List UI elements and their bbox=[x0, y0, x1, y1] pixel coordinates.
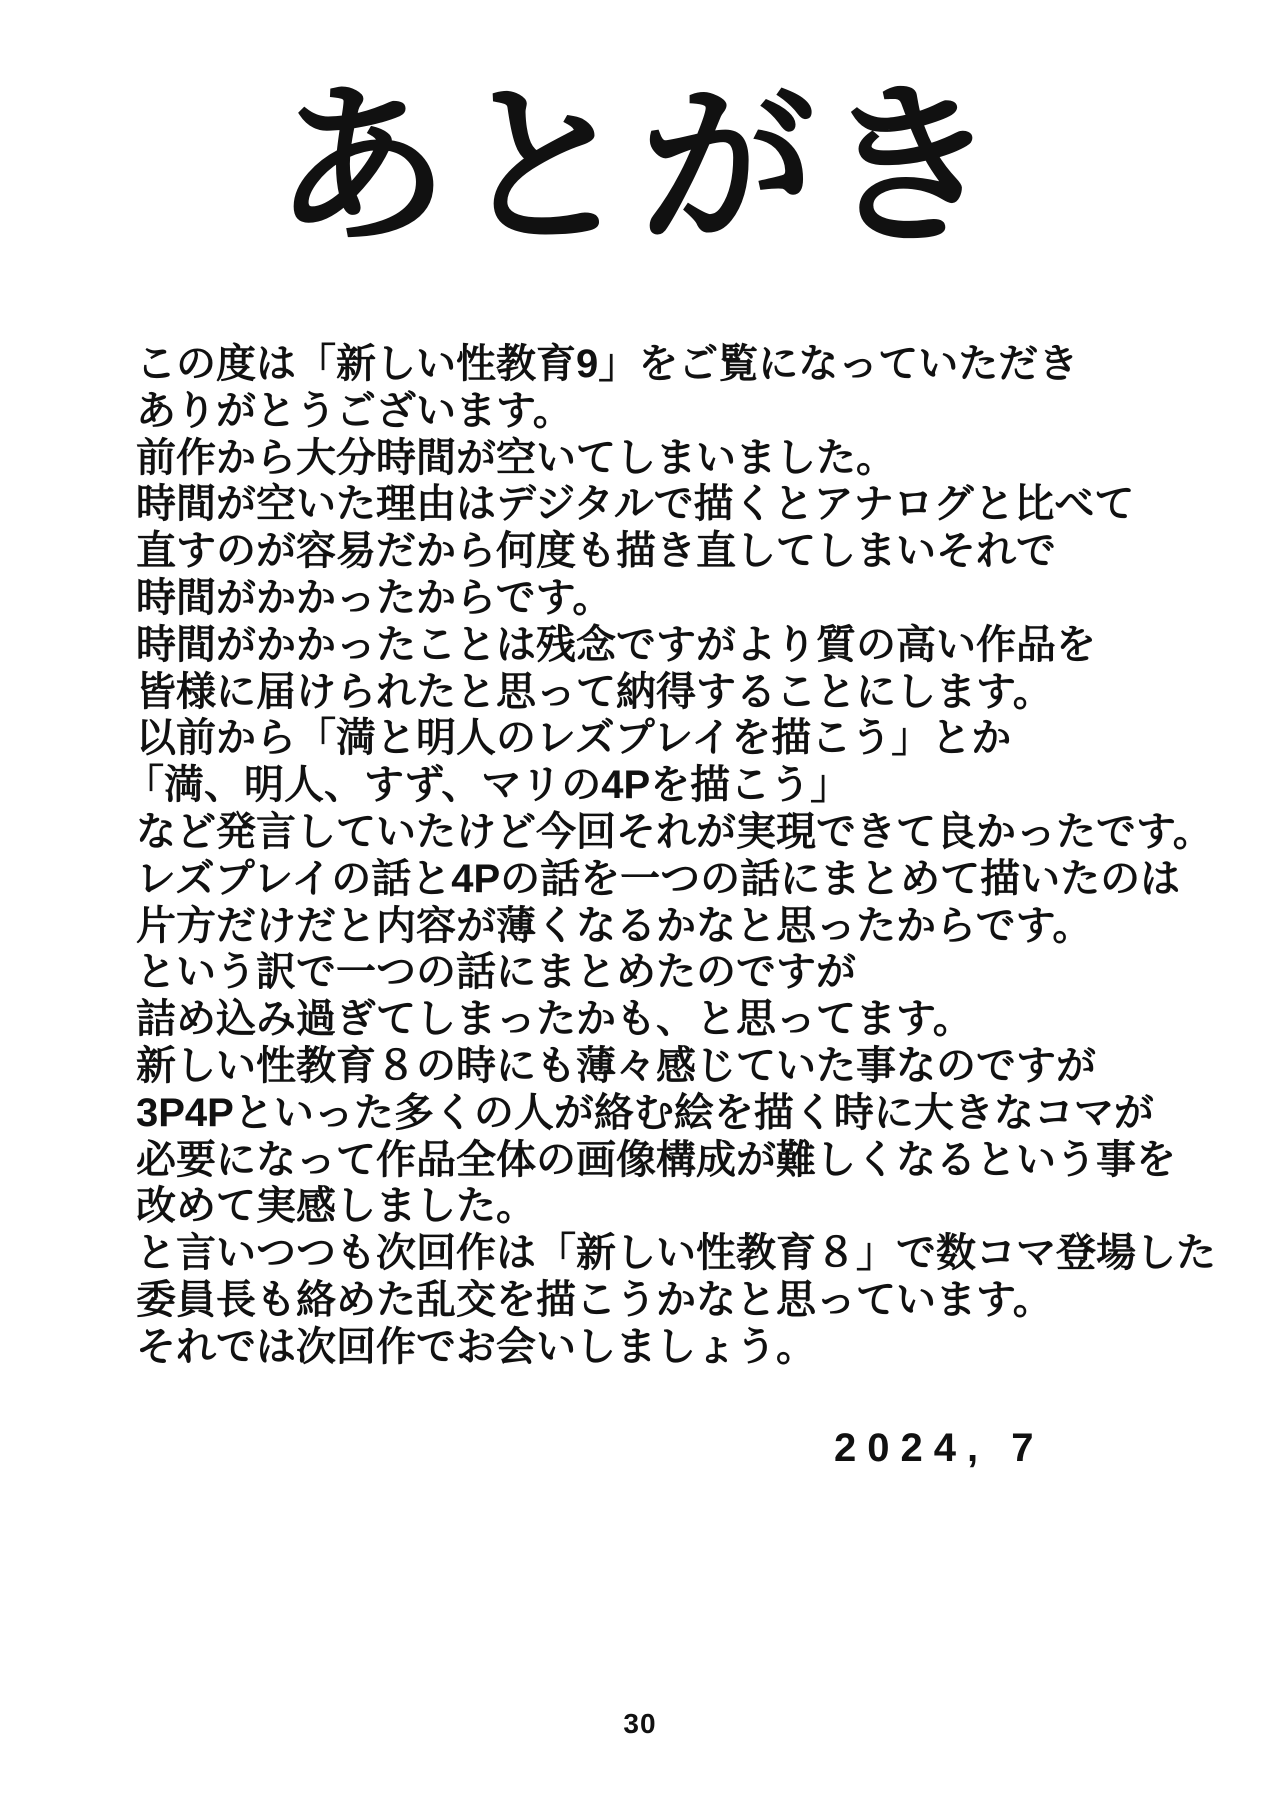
body-text-line: という訳で一つの話にまとめたのですが bbox=[136, 950, 856, 995]
body-text-line: 以前から「満と明人のレズプレイを描こう」とか bbox=[136, 716, 1012, 761]
body-text-line: 直すのが容易だから何度も描き直してしまいそれで bbox=[136, 529, 1056, 574]
body-text-line: 時間が空いた理由はデジタルで描くとアナログと比べて bbox=[136, 482, 1135, 527]
body-text-line: 時間がかかったことは残念ですがより質の高い作品を bbox=[136, 622, 1096, 667]
body-text-line: 必要になって作品全体の画像構成が難しくなるという事を bbox=[136, 1137, 1176, 1182]
body-text-line: 3P4Pといった多くの人が絡む絵を描く時に大きなコマが bbox=[136, 1090, 1154, 1135]
body-text-line: 詰め込み過ぎてしまったかも、と思ってます。 bbox=[136, 997, 973, 1042]
body-text-line: ありがとうございます。 bbox=[136, 388, 573, 433]
body-text-line: 片方だけだと内容が薄くなるかなと思ったからです。 bbox=[136, 903, 1093, 948]
body-text-line: 新しい性教育８の時にも薄々感じていた事なのですが bbox=[136, 1043, 1096, 1088]
body-text-line: レズプレイの話と4Pの話を一つの話にまとめて描いたのは bbox=[136, 856, 1181, 901]
body-text-line: 委員長も絡めた乱交を描こうかなと思っています。 bbox=[136, 1277, 1053, 1322]
body-text-line: 「満、明人、すず、マリの4Pを描こう」 bbox=[124, 763, 851, 808]
body-text-line: 前作から大分時間が空いてしまいました。 bbox=[136, 435, 896, 480]
body-text-line: 改めて実感しました。 bbox=[136, 1184, 536, 1229]
body-text-line: など発言していたけど今回それが実現できて良かったです。 bbox=[136, 809, 1213, 854]
page-number: 30 bbox=[623, 1708, 657, 1739]
body-text-line: と言いつつも次回作は「新しい性教育８」で数コマ登場した bbox=[136, 1231, 1216, 1276]
body-text-line: それでは次回作でお会いしましょう。 bbox=[136, 1324, 816, 1369]
page-title: あとがき bbox=[274, 71, 1006, 265]
body-text-line: この度は「新しい性教育9」をご覧になっていただき bbox=[136, 342, 1079, 386]
body-text-line: 時間がかかったからです。 bbox=[136, 575, 613, 620]
body-text-line: 皆様に届けられたと思って納得することにします。 bbox=[136, 669, 1053, 714]
date-text: 2024, 7 bbox=[834, 1426, 1045, 1470]
afterword-body bbox=[124, 341, 1216, 1371]
